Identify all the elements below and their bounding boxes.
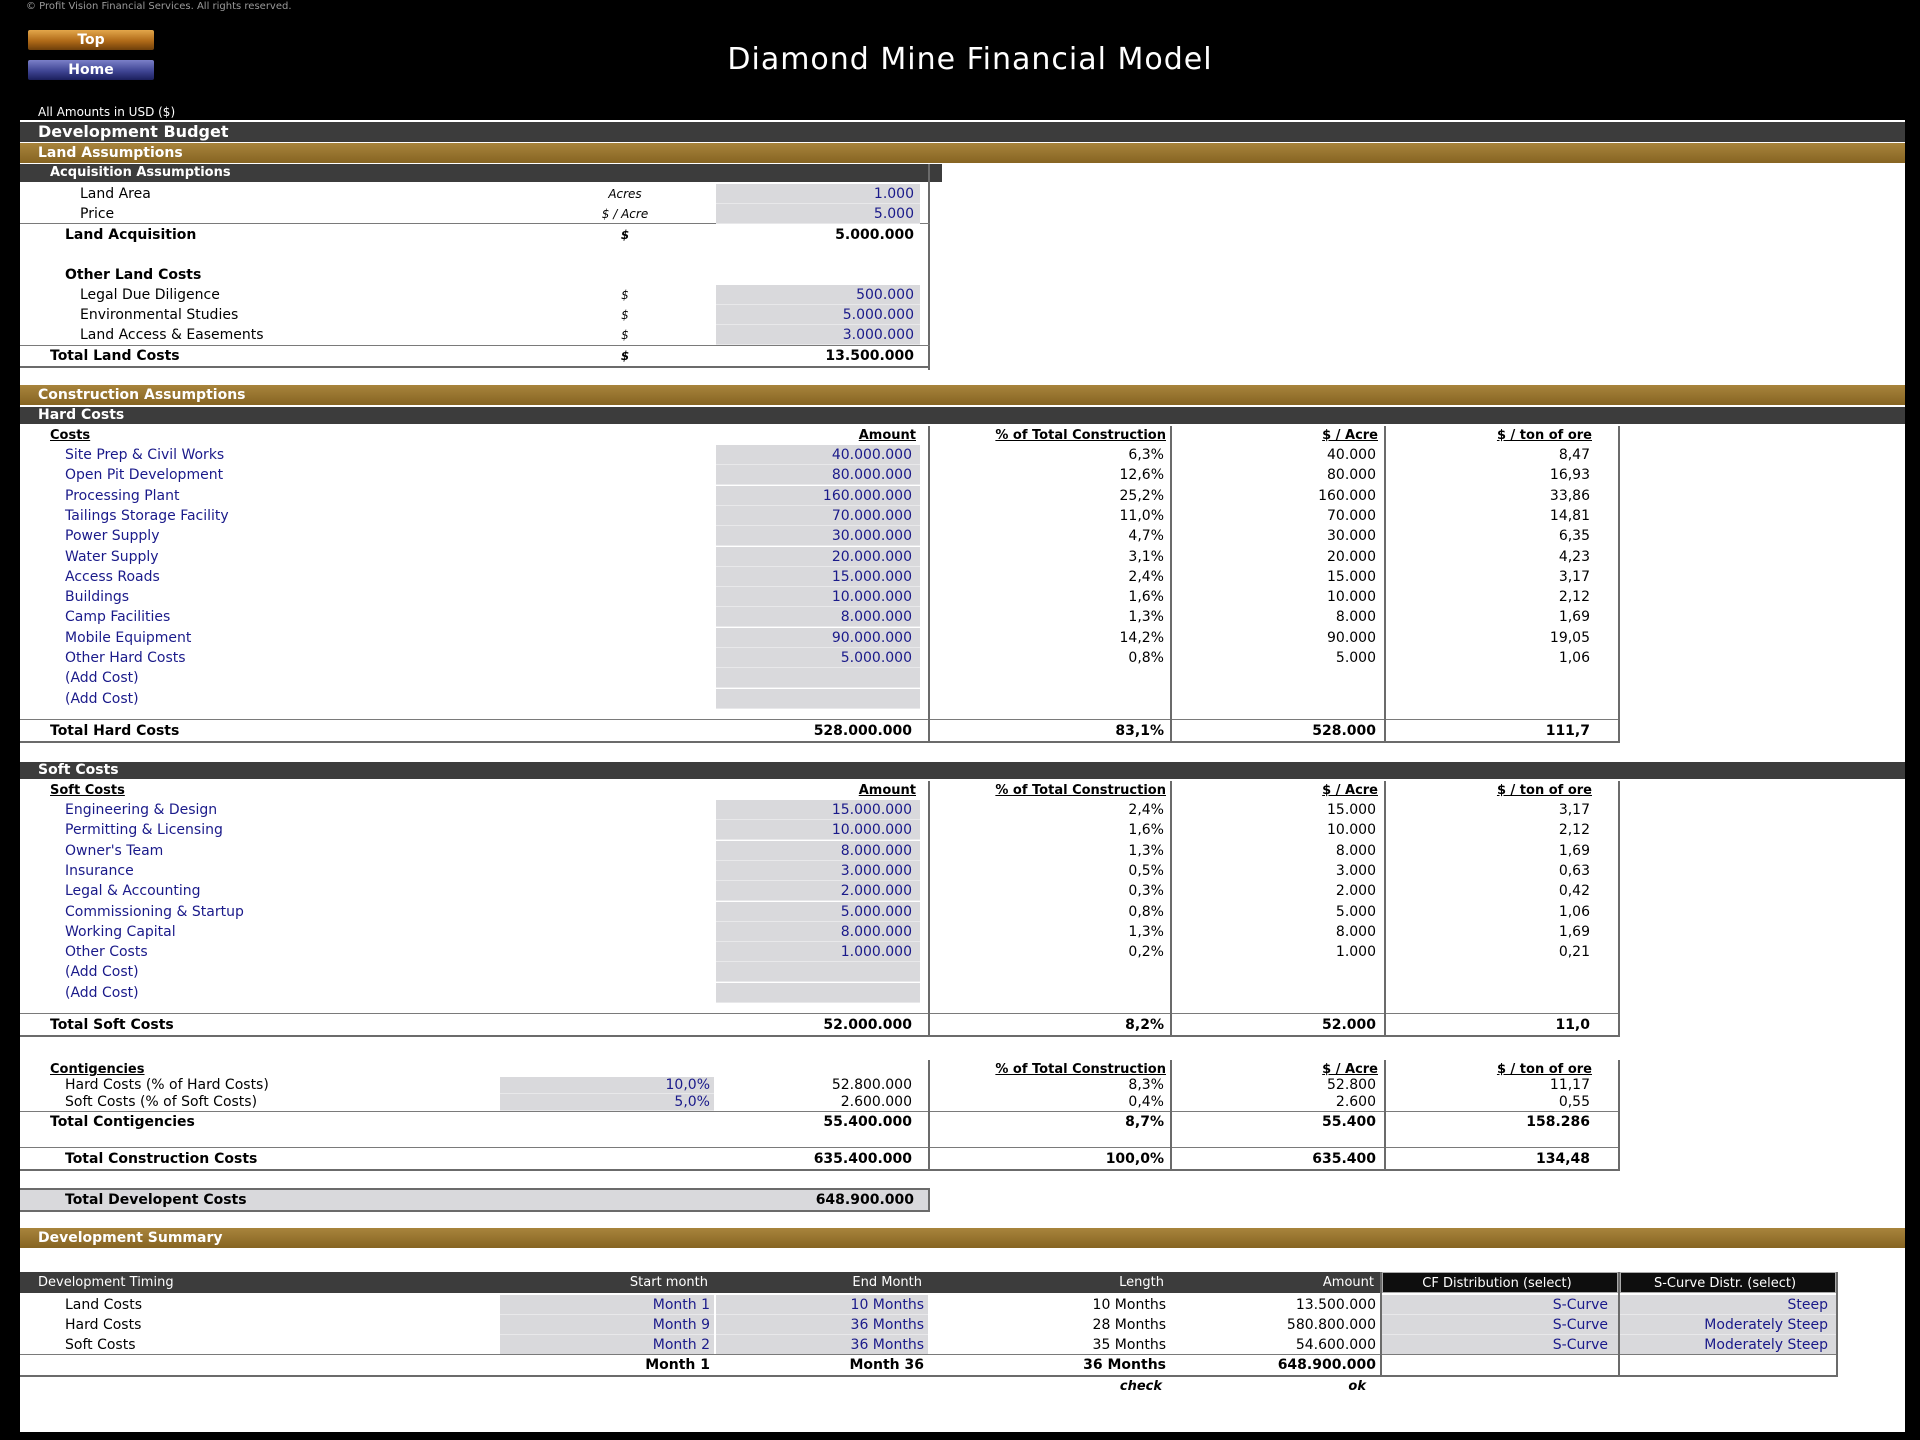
cost-item-label: Buildings xyxy=(65,589,130,606)
cost-per-acre-value: 1.000 xyxy=(1335,944,1376,961)
sheet-area xyxy=(20,120,1905,1432)
cost-per-ton-value xyxy=(1384,962,1596,982)
total-land-costs-label: Total Land Costs xyxy=(50,348,180,364)
summary-header-scurve: S-Curve Distr. (select) xyxy=(1620,1272,1836,1293)
cost-per-ton-value: 3,17 xyxy=(1558,568,1590,585)
cost-amount-input[interactable] xyxy=(716,668,920,688)
cost-item-label: Working Capital xyxy=(65,923,176,940)
divider xyxy=(1170,781,1172,1037)
amount-value: 580.800.000 xyxy=(1286,1317,1376,1333)
price-unit: $ / Acre xyxy=(601,207,649,221)
cost-amount-input[interactable]: 3.000.000 xyxy=(716,861,920,881)
cf-distribution-select[interactable]: S-Curve xyxy=(1382,1335,1618,1355)
cost-pct-value: 2,4% xyxy=(1128,568,1164,585)
cost-per-acre-value: 5.000 xyxy=(1335,903,1376,920)
divider xyxy=(20,1147,1620,1148)
cost-per-ton-value: 6,35 xyxy=(1558,528,1590,545)
cost-amount-input[interactable]: 8.000.000 xyxy=(716,841,920,861)
land-access-unit: $ xyxy=(621,328,629,342)
cost-amount-input[interactable]: 10.000.000 xyxy=(716,820,920,840)
total-construction-label: Total Construction Costs xyxy=(65,1151,258,1167)
cost-per-acre-value: 160.000 xyxy=(1318,487,1376,504)
cost-per-ton-value: 1,69 xyxy=(1558,842,1590,859)
cost-pct-value xyxy=(930,668,1170,688)
contingency-amount: 52.800.000 xyxy=(831,1077,912,1093)
length-value: 28 Months xyxy=(1092,1317,1166,1333)
contingency-per-ton: 0,55 xyxy=(1558,1094,1590,1110)
total-contingencies-amount: 55.400.000 xyxy=(823,1114,912,1130)
cost-per-acre-value: 8.000 xyxy=(1335,842,1376,859)
divider xyxy=(1380,1272,1382,1377)
cost-pct-value xyxy=(930,962,1170,982)
cost-pct-value: 0,2% xyxy=(1128,944,1164,961)
total-label: Total Soft Costs xyxy=(50,1017,174,1033)
column-header-amount: Amount xyxy=(858,783,916,798)
cost-item-label: Camp Facilities xyxy=(65,609,171,626)
contingency-label: Hard Costs (% of Hard Costs) xyxy=(65,1077,269,1093)
divider xyxy=(20,1375,1836,1377)
legal-due-diligence-unit: $ xyxy=(621,288,629,302)
summary-row-label: Hard Costs xyxy=(65,1317,142,1333)
land-area-label: Land Area xyxy=(80,186,151,202)
home-button[interactable]: Home xyxy=(28,60,154,80)
column-header-per-acre: $ / Acre xyxy=(1322,1062,1378,1077)
divider xyxy=(1170,1060,1172,1171)
divider xyxy=(1384,781,1386,1037)
end-month-input[interactable]: 36 Months xyxy=(716,1315,928,1335)
land-access-label: Land Access & Easements xyxy=(80,327,264,343)
cost-item-label: Other Costs xyxy=(65,944,148,961)
divider xyxy=(1384,1060,1386,1171)
other-land-costs-label: Other Land Costs xyxy=(65,267,202,283)
cost-pct-value: 4,7% xyxy=(1128,528,1164,545)
cost-pct-value: 1,3% xyxy=(1128,842,1164,859)
cost-item-label: Owner's Team xyxy=(65,842,164,859)
cost-pct-value xyxy=(930,689,1170,709)
cost-pct-value: 12,6% xyxy=(1119,467,1164,484)
column-header-pct: % of Total Construction xyxy=(995,428,1166,443)
total-contingencies-label: Total Contigencies xyxy=(50,1114,195,1130)
divider xyxy=(1618,426,1620,743)
cf-distribution-select[interactable]: S-Curve xyxy=(1382,1315,1618,1335)
cost-item-label: Legal & Accounting xyxy=(65,883,201,900)
cost-item-label: (Add Cost) xyxy=(65,984,139,1001)
cost-per-acre-value: 8.000 xyxy=(1335,923,1376,940)
cost-amount-input[interactable]: 2.000.000 xyxy=(716,881,920,901)
cost-item-label: Site Prep & Civil Works xyxy=(65,447,225,463)
summary-total-start: Month 1 xyxy=(645,1357,710,1373)
total-pct: 8,2% xyxy=(1125,1017,1164,1033)
total-development-value: 648.900.000 xyxy=(815,1192,914,1208)
land-acquisition-value: 5.000.000 xyxy=(835,227,914,243)
cost-item-label: (Add Cost) xyxy=(65,690,139,707)
divider xyxy=(928,781,930,1037)
cost-per-acre-value: 40.000 xyxy=(1327,447,1376,463)
section-construction-assumptions: Construction Assumptions xyxy=(20,385,1905,405)
cost-amount-input[interactable]: 90.000.000 xyxy=(716,628,920,648)
cost-per-ton-value: 1,69 xyxy=(1558,923,1590,940)
cost-item-label: Water Supply xyxy=(65,548,159,565)
cost-pct-value: 2,4% xyxy=(1128,802,1164,818)
cost-pct-value: 0,8% xyxy=(1128,903,1164,920)
cost-per-acre-value: 10.000 xyxy=(1327,822,1376,839)
contingency-label: Soft Costs (% of Soft Costs) xyxy=(65,1094,258,1110)
cost-amount-input[interactable] xyxy=(716,689,920,709)
cost-item-label: (Add Cost) xyxy=(65,964,139,981)
cost-pct-value: 1,3% xyxy=(1128,609,1164,626)
cost-item-label: Tailings Storage Facility xyxy=(65,507,229,524)
total-construction-pct: 100,0% xyxy=(1105,1151,1164,1167)
price-label: Price xyxy=(80,206,115,222)
total-development-row xyxy=(20,1188,928,1212)
column-header-amount: Amount xyxy=(858,428,916,443)
divider xyxy=(20,366,930,368)
total-label: Total Hard Costs xyxy=(50,722,180,739)
cost-item-label: Mobile Equipment xyxy=(65,629,192,646)
total-construction-per-acre: 635.400 xyxy=(1312,1151,1376,1167)
s-curve-select[interactable]: Steep xyxy=(1620,1295,1836,1315)
land-block-right-border xyxy=(928,164,930,370)
legal-due-diligence-input[interactable]: 500.000 xyxy=(716,285,920,305)
land-acquisition-label: Land Acquisition xyxy=(65,227,197,243)
cost-pct-value: 6,3% xyxy=(1128,447,1164,463)
cost-item-label: Processing Plant xyxy=(65,487,180,504)
total-development-label: Total Developent Costs xyxy=(65,1192,247,1208)
legal-due-diligence-label: Legal Due Diligence xyxy=(80,287,220,303)
cost-per-ton-value xyxy=(1384,689,1596,709)
divider xyxy=(928,1188,930,1212)
check-value: ok xyxy=(1348,1379,1366,1394)
divider xyxy=(928,426,930,743)
summary-header-timing: Development Timing xyxy=(38,1275,174,1290)
amount-value: 13.500.000 xyxy=(1295,1297,1376,1313)
amount-value: 54.600.000 xyxy=(1295,1337,1376,1353)
column-header-per-acre: $ / Acre xyxy=(1322,428,1378,443)
start-month-input[interactable]: Month 9 xyxy=(500,1315,714,1335)
divider xyxy=(20,1169,1620,1171)
cost-pct-value: 3,1% xyxy=(1128,548,1164,565)
cost-per-acre-value: 30.000 xyxy=(1327,528,1376,545)
total-land-costs-unit: $ xyxy=(620,349,630,363)
summary-row-label: Soft Costs xyxy=(65,1337,136,1353)
contingency-per-acre: 52.800 xyxy=(1327,1077,1376,1093)
cost-per-ton-value: 1,69 xyxy=(1558,609,1590,626)
cost-per-ton-value: 0,21 xyxy=(1558,944,1590,961)
total-pct: 83,1% xyxy=(1115,722,1164,739)
cost-amount-input[interactable]: 8.000.000 xyxy=(716,922,920,942)
copyright-notice: © Profit Vision Financial Services. All rights reserved. xyxy=(26,1,292,12)
end-month-input[interactable]: 36 Months xyxy=(716,1335,928,1355)
divider xyxy=(20,741,1620,743)
cost-amount-input[interactable]: 80.000.000 xyxy=(716,465,920,485)
cost-pct-value: 1,3% xyxy=(1128,923,1164,940)
total-per-ton: 111,7 xyxy=(1545,722,1590,739)
cost-pct-value: 0,8% xyxy=(1128,650,1164,666)
column-header-per-acre: $ / Acre xyxy=(1322,783,1378,798)
length-value: 10 Months xyxy=(1092,1297,1166,1313)
acquisition-assumptions-header: Acquisition Assumptions xyxy=(20,164,942,182)
cost-amount-input[interactable]: 70.000.000 xyxy=(716,506,920,526)
price-input[interactable]: 5.000 xyxy=(716,204,920,224)
cost-item-label: Access Roads xyxy=(65,568,160,585)
cost-amount-input[interactable]: 20.000.000 xyxy=(716,547,920,567)
cost-per-acre-value: 10.000 xyxy=(1327,589,1376,606)
land-acquisition-unit: $ xyxy=(620,228,630,242)
s-curve-select[interactable]: Moderately Steep xyxy=(1620,1315,1836,1335)
cf-distribution-select[interactable]: S-Curve xyxy=(1382,1295,1618,1315)
cost-amount-input[interactable]: 40.000.000 xyxy=(716,445,920,465)
cost-per-ton-value: 33,86 xyxy=(1549,487,1590,504)
cost-item-label: Engineering & Design xyxy=(65,802,218,818)
start-month-input[interactable]: Month 1 xyxy=(500,1295,714,1315)
column-header-per-ton: $ / ton of ore xyxy=(1496,428,1592,443)
cost-pct-value: 11,0% xyxy=(1119,507,1164,524)
cost-amount-input[interactable]: 10.000.000 xyxy=(716,587,920,607)
total-per-ton: 11,0 xyxy=(1555,1017,1590,1033)
cost-amount-input[interactable]: 1.000.000 xyxy=(716,942,920,962)
cost-pct-value: 0,3% xyxy=(1128,883,1164,900)
cost-per-ton-value: 3,17 xyxy=(1558,802,1590,818)
cost-amount-input[interactable] xyxy=(716,983,920,1003)
divider xyxy=(20,1013,1620,1014)
cost-per-ton-value: 16,93 xyxy=(1549,467,1590,484)
cost-amount-input[interactable]: 160.000.000 xyxy=(716,486,920,506)
total-construction-per-ton: 134,48 xyxy=(1535,1151,1590,1167)
cost-amount-input[interactable] xyxy=(716,962,920,982)
cost-per-ton-value xyxy=(1384,668,1596,688)
total-construction-amount: 635.400.000 xyxy=(813,1151,912,1167)
cost-per-ton-value: 0,42 xyxy=(1558,883,1590,900)
cost-amount-input[interactable]: 8.000.000 xyxy=(716,607,920,627)
cost-item-label: Other Hard Costs xyxy=(65,650,186,666)
contingency-per-acre: 2.600 xyxy=(1335,1094,1376,1110)
divider xyxy=(20,1354,1836,1355)
total-per-acre: 528.000 xyxy=(1312,722,1376,739)
column-header-name: Soft Costs xyxy=(50,783,125,798)
end-month-input[interactable]: 10 Months xyxy=(716,1295,928,1315)
divider xyxy=(1170,426,1172,743)
summary-total-amount: 648.900.000 xyxy=(1277,1357,1376,1373)
cost-per-ton-value: 8,47 xyxy=(1558,447,1590,463)
total-amount: 528.000.000 xyxy=(813,722,912,739)
contingency-rate-input[interactable]: 5,0% xyxy=(500,1094,714,1111)
cost-per-acre-value: 2.000 xyxy=(1335,883,1376,900)
page-title: Diamond Mine Financial Model xyxy=(727,42,1213,77)
cost-amount-input[interactable]: 15.000.000 xyxy=(716,567,920,587)
cost-amount-input[interactable]: 5.000.000 xyxy=(716,902,920,922)
section-development-budget: Development Budget xyxy=(20,122,1905,142)
total-contingencies-per-acre: 55.400 xyxy=(1321,1114,1376,1130)
land-access-input[interactable]: 3.000.000 xyxy=(716,325,920,345)
cost-per-acre-value: 15.000 xyxy=(1327,568,1376,585)
summary-header-length: Length xyxy=(1119,1275,1164,1290)
check-label: check xyxy=(1119,1379,1162,1394)
cost-pct-value: 1,6% xyxy=(1128,589,1164,606)
land-area-input[interactable]: 1.000 xyxy=(716,184,920,204)
cost-item-label: Permitting & Licensing xyxy=(65,822,223,839)
total-contingencies-per-ton: 158.286 xyxy=(1526,1114,1590,1130)
divider xyxy=(1384,426,1386,743)
cost-pct-value: 0,5% xyxy=(1128,862,1164,879)
currency-units-label: All Amounts in USD ($) xyxy=(38,105,176,119)
cost-per-acre-value xyxy=(1172,689,1382,709)
summary-total-length: 36 Months xyxy=(1083,1357,1166,1373)
column-header-pct: % of Total Construction xyxy=(995,1062,1166,1077)
cost-item-label: Open Pit Development xyxy=(65,467,224,484)
summary-header-cf: CF Distribution (select) xyxy=(1382,1272,1618,1293)
divider xyxy=(1618,781,1620,1037)
cost-pct-value: 14,2% xyxy=(1119,629,1164,646)
total-land-costs-value: 13.500.000 xyxy=(825,348,914,364)
divider xyxy=(1618,1060,1620,1171)
hard-costs-header: Hard Costs xyxy=(20,407,1905,424)
start-month-input[interactable]: Month 2 xyxy=(500,1335,714,1355)
cost-item-label: (Add Cost) xyxy=(65,670,139,687)
contingency-pct: 8,3% xyxy=(1128,1077,1164,1093)
environmental-studies-unit: $ xyxy=(621,308,629,322)
divider xyxy=(20,1035,1620,1037)
cost-per-ton-value xyxy=(1384,983,1596,1003)
column-header-name: Costs xyxy=(50,428,91,443)
contingency-per-ton: 11,17 xyxy=(1549,1077,1590,1093)
cost-per-ton-value: 2,12 xyxy=(1558,822,1590,839)
total-amount: 52.000.000 xyxy=(823,1017,912,1033)
cost-per-acre-value: 3.000 xyxy=(1335,862,1376,879)
cost-per-acre-value: 20.000 xyxy=(1327,548,1376,565)
contingency-rate-input[interactable]: 10,0% xyxy=(500,1077,714,1094)
contingencies-header: Contigencies xyxy=(50,1062,145,1077)
divider xyxy=(928,1060,930,1171)
column-header-pct: % of Total Construction xyxy=(995,783,1166,798)
section-land-assumptions: Land Assumptions xyxy=(20,143,1905,163)
cost-per-acre-value xyxy=(1172,983,1382,1003)
cost-amount-input[interactable]: 5.000.000 xyxy=(716,648,920,668)
contingency-amount: 2.600.000 xyxy=(840,1094,912,1110)
land-area-unit: Acres xyxy=(608,187,642,201)
soft-costs-header: Soft Costs xyxy=(20,762,1905,779)
summary-header-amount: Amount xyxy=(1322,1275,1374,1290)
top-button[interactable]: Top xyxy=(28,30,154,50)
column-header-per-ton: $ / ton of ore xyxy=(1496,783,1592,798)
cost-per-ton-value: 4,23 xyxy=(1558,548,1590,565)
cost-amount-input[interactable]: 15.000.000 xyxy=(716,800,920,820)
cost-pct-value xyxy=(930,983,1170,1003)
cost-per-ton-value: 0,63 xyxy=(1558,862,1590,879)
cost-item-label: Commissioning & Startup xyxy=(65,903,244,920)
cost-per-acre-value: 70.000 xyxy=(1327,507,1376,524)
divider xyxy=(20,719,1620,720)
cost-per-ton-value: 14,81 xyxy=(1549,507,1590,524)
cost-per-ton-value: 1,06 xyxy=(1558,903,1590,920)
divider xyxy=(1836,1272,1838,1377)
cost-per-acre-value: 15.000 xyxy=(1327,802,1376,818)
summary-total-end: Month 36 xyxy=(849,1357,924,1373)
cost-per-acre-value: 90.000 xyxy=(1327,629,1376,646)
cost-per-ton-value: 19,05 xyxy=(1549,629,1590,646)
total-per-acre: 52.000 xyxy=(1321,1017,1376,1033)
cost-per-acre-value: 5.000 xyxy=(1335,650,1376,666)
cost-per-acre-value xyxy=(1172,962,1382,982)
cost-per-acre-value: 80.000 xyxy=(1327,467,1376,484)
contingency-pct: 0,4% xyxy=(1128,1094,1164,1110)
cost-item-label: Insurance xyxy=(65,862,134,879)
column-header-per-ton: $ / ton of ore xyxy=(1496,1062,1592,1077)
summary-row-label: Land Costs xyxy=(65,1297,143,1313)
cost-per-ton-value: 1,06 xyxy=(1558,650,1590,666)
summary-header-end: End Month xyxy=(852,1275,922,1290)
cost-item-label: Power Supply xyxy=(65,528,160,545)
cost-per-acre-value: 8.000 xyxy=(1335,609,1376,626)
cost-per-ton-value: 2,12 xyxy=(1558,589,1590,606)
environmental-studies-label: Environmental Studies xyxy=(80,307,239,323)
section-development-summary: Development Summary xyxy=(20,1228,1905,1248)
cost-per-acre-value xyxy=(1172,668,1382,688)
cost-pct-value: 25,2% xyxy=(1119,487,1164,504)
s-curve-select[interactable]: Moderately Steep xyxy=(1620,1335,1836,1355)
cost-pct-value: 1,6% xyxy=(1128,822,1164,839)
total-contingencies-pct: 8,7% xyxy=(1125,1114,1164,1130)
divider xyxy=(1618,1272,1620,1377)
environmental-studies-input[interactable]: 5.000.000 xyxy=(716,305,920,325)
summary-header-start: Start month xyxy=(629,1275,708,1290)
cost-amount-input[interactable]: 30.000.000 xyxy=(716,526,920,546)
length-value: 35 Months xyxy=(1092,1337,1166,1353)
